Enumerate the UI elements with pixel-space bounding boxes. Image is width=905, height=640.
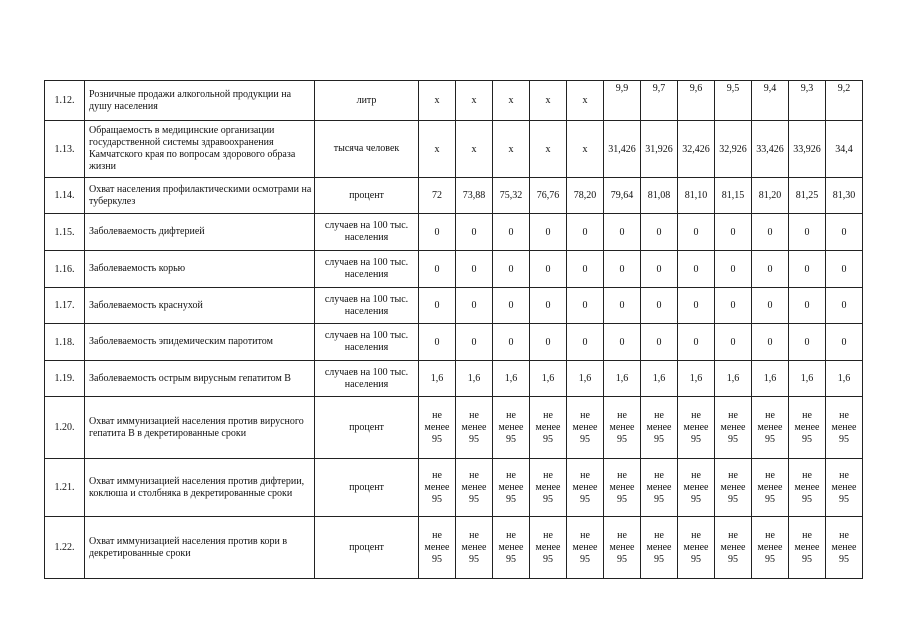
value-cell: 0 [752,251,789,288]
value-cell: не менее 95 [493,517,530,579]
value-cell: не менее 95 [752,517,789,579]
table-row [45,397,863,459]
value-cell: 0 [567,324,604,361]
value-cell: не менее 95 [604,397,641,459]
value-cell: 33,926 [789,121,826,178]
value-cell: 0 [789,214,826,251]
value-cell: 31,426 [604,121,641,178]
table-row [45,517,863,579]
value-cell: не менее 95 [530,459,567,517]
value-cell: 0 [715,251,752,288]
value-cell: 1,6 [826,361,863,397]
indicator-name: Охват иммунизацией населения против дифтерии, коклюша и столбняка в декретированные сроки [85,459,315,517]
value-cell: 0 [752,214,789,251]
value-cell: 0 [493,214,530,251]
value-cell: 81,25 [789,178,826,214]
value-cell: 0 [826,214,863,251]
row-number: 1.20. [45,397,85,459]
value-cell: 9,6 [678,81,715,121]
value-cell: 0 [641,251,678,288]
value-cell: 9,7 [641,81,678,121]
value-cell: не менее 95 [567,397,604,459]
value-cell: не менее 95 [530,517,567,579]
value-cell: 0 [752,288,789,324]
row-number: 1.15. [45,214,85,251]
value-cell: x [567,81,604,121]
value-cell: 81,10 [678,178,715,214]
value-cell: не менее 95 [604,459,641,517]
indicator-name: Охват иммунизацией населения против кори в декретированные сроки [85,517,315,579]
value-cell: 81,08 [641,178,678,214]
value-cell: 78,20 [567,178,604,214]
value-cell: 0 [641,288,678,324]
value-cell: не менее 95 [567,517,604,579]
value-cell: не менее 95 [456,517,493,579]
value-cell: не менее 95 [419,459,456,517]
value-cell: 1,6 [567,361,604,397]
unit-cell: случаев на 100 тыс. населения [315,361,419,397]
value-cell: не менее 95 [789,459,826,517]
value-cell: x [493,81,530,121]
value-cell: 0 [826,288,863,324]
value-cell: 81,30 [826,178,863,214]
value-cell: 1,6 [678,361,715,397]
unit-cell: процент [315,178,419,214]
value-cell: 32,926 [715,121,752,178]
value-cell: x [456,81,493,121]
value-cell: не менее 95 [715,517,752,579]
value-cell: 0 [826,251,863,288]
value-cell: не менее 95 [715,397,752,459]
value-cell: 9,4 [752,81,789,121]
value-cell: 0 [604,251,641,288]
value-cell: 0 [493,324,530,361]
indicator-name: Охват иммунизацией населения против вирусного гепатита В в декретированные сроки [85,397,315,459]
unit-cell: процент [315,517,419,579]
value-cell: не менее 95 [641,517,678,579]
indicator-name: Обращаемость в медицинские организации государственной системы здравоохранения Камчатского края по вопросам здорового образа жизни [85,121,315,178]
value-cell: 0 [826,324,863,361]
indicator-name: Заболеваемость эпидемическим паротитом [85,324,315,361]
value-cell: 0 [419,288,456,324]
value-cell: 0 [419,251,456,288]
value-cell: 0 [641,324,678,361]
value-cell: 76,76 [530,178,567,214]
indicator-name: Розничные продажи алкогольной продукции на душу населения [85,81,315,121]
value-cell: 1,6 [530,361,567,397]
indicator-name: Заболеваемость дифтерией [85,214,315,251]
value-cell: не менее 95 [826,459,863,517]
value-cell: 0 [530,324,567,361]
value-cell: 1,6 [419,361,456,397]
value-cell: x [419,81,456,121]
value-cell: 33,426 [752,121,789,178]
unit-cell: случаев на 100 тыс. населения [315,251,419,288]
value-cell: 34,4 [826,121,863,178]
table-row [45,324,863,361]
value-cell: 0 [567,214,604,251]
row-number: 1.21. [45,459,85,517]
value-cell: 1,6 [456,361,493,397]
value-cell: 0 [493,288,530,324]
value-cell: 1,6 [789,361,826,397]
value-cell: 0 [530,251,567,288]
unit-cell: случаев на 100 тыс. населения [315,324,419,361]
value-cell: 0 [641,214,678,251]
value-cell: 0 [715,214,752,251]
value-cell: 0 [678,324,715,361]
value-cell: 0 [752,324,789,361]
table-row [45,178,863,214]
unit-cell: литр [315,81,419,121]
value-cell: не менее 95 [678,397,715,459]
row-number: 1.22. [45,517,85,579]
value-cell: 0 [493,251,530,288]
value-cell: не менее 95 [789,517,826,579]
table-row [45,288,863,324]
value-cell: 0 [419,324,456,361]
value-cell: 31,926 [641,121,678,178]
value-cell: x [419,121,456,178]
value-cell: не менее 95 [604,517,641,579]
value-cell: не менее 95 [641,459,678,517]
value-cell: не менее 95 [641,397,678,459]
value-cell: не менее 95 [752,397,789,459]
value-cell: 1,6 [641,361,678,397]
row-number: 1.12. [45,81,85,121]
value-cell: 0 [789,288,826,324]
value-cell: x [530,121,567,178]
value-cell: 0 [678,214,715,251]
table-row [45,81,863,121]
value-cell: не менее 95 [419,397,456,459]
value-cell: 0 [419,214,456,251]
row-number: 1.18. [45,324,85,361]
value-cell: не менее 95 [567,459,604,517]
value-cell: 0 [678,288,715,324]
value-cell: не менее 95 [456,459,493,517]
value-cell: 9,5 [715,81,752,121]
value-cell: не менее 95 [678,459,715,517]
row-number: 1.17. [45,288,85,324]
value-cell: не менее 95 [752,459,789,517]
indicator-name: Заболеваемость корью [85,251,315,288]
value-cell: 0 [715,324,752,361]
value-cell: не менее 95 [419,517,456,579]
value-cell: не менее 95 [826,397,863,459]
value-cell: 1,6 [715,361,752,397]
value-cell: 73,88 [456,178,493,214]
value-cell: 0 [530,288,567,324]
table-row [45,459,863,517]
unit-cell: процент [315,459,419,517]
table-row [45,214,863,251]
value-cell: не менее 95 [493,397,530,459]
value-cell: 81,15 [715,178,752,214]
value-cell: 79,64 [604,178,641,214]
value-cell: 0 [456,214,493,251]
value-cell: не менее 95 [789,397,826,459]
value-cell: не менее 95 [715,459,752,517]
value-cell: 0 [789,324,826,361]
value-cell: x [493,121,530,178]
value-cell: 32,426 [678,121,715,178]
value-cell: x [530,81,567,121]
row-number: 1.16. [45,251,85,288]
value-cell: 9,3 [789,81,826,121]
unit-cell: случаев на 100 тыс. населения [315,288,419,324]
value-cell: 75,32 [493,178,530,214]
unit-cell: процент [315,397,419,459]
value-cell: не менее 95 [678,517,715,579]
value-cell: не менее 95 [456,397,493,459]
value-cell: 0 [678,251,715,288]
value-cell: не менее 95 [530,397,567,459]
indicators-table [44,80,863,579]
table-body [45,81,863,579]
value-cell: 0 [604,324,641,361]
value-cell: не менее 95 [826,517,863,579]
value-cell: 0 [789,251,826,288]
value-cell: 0 [604,214,641,251]
value-cell: x [567,121,604,178]
value-cell: 9,9 [604,81,641,121]
value-cell: 0 [567,288,604,324]
value-cell: 81,20 [752,178,789,214]
value-cell: 0 [604,288,641,324]
value-cell: 0 [456,288,493,324]
value-cell: 0 [456,324,493,361]
value-cell: x [456,121,493,178]
value-cell: 72 [419,178,456,214]
value-cell: 0 [567,251,604,288]
value-cell: 1,6 [604,361,641,397]
indicator-name: Охват населения профилактическими осмотрами на туберкулез [85,178,315,214]
row-number: 1.13. [45,121,85,178]
table-row [45,121,863,178]
value-cell: не менее 95 [493,459,530,517]
value-cell: 1,6 [493,361,530,397]
value-cell: 9,2 [826,81,863,121]
table-row [45,361,863,397]
value-cell: 0 [456,251,493,288]
unit-cell: случаев на 100 тыс. населения [315,214,419,251]
row-number: 1.14. [45,178,85,214]
value-cell: 0 [530,214,567,251]
table-row [45,251,863,288]
unit-cell: тысяча человек [315,121,419,178]
value-cell: 1,6 [752,361,789,397]
indicator-name: Заболеваемость острым вирусным гепатитом В [85,361,315,397]
row-number: 1.19. [45,361,85,397]
indicator-name: Заболеваемость краснухой [85,288,315,324]
value-cell: 0 [715,288,752,324]
